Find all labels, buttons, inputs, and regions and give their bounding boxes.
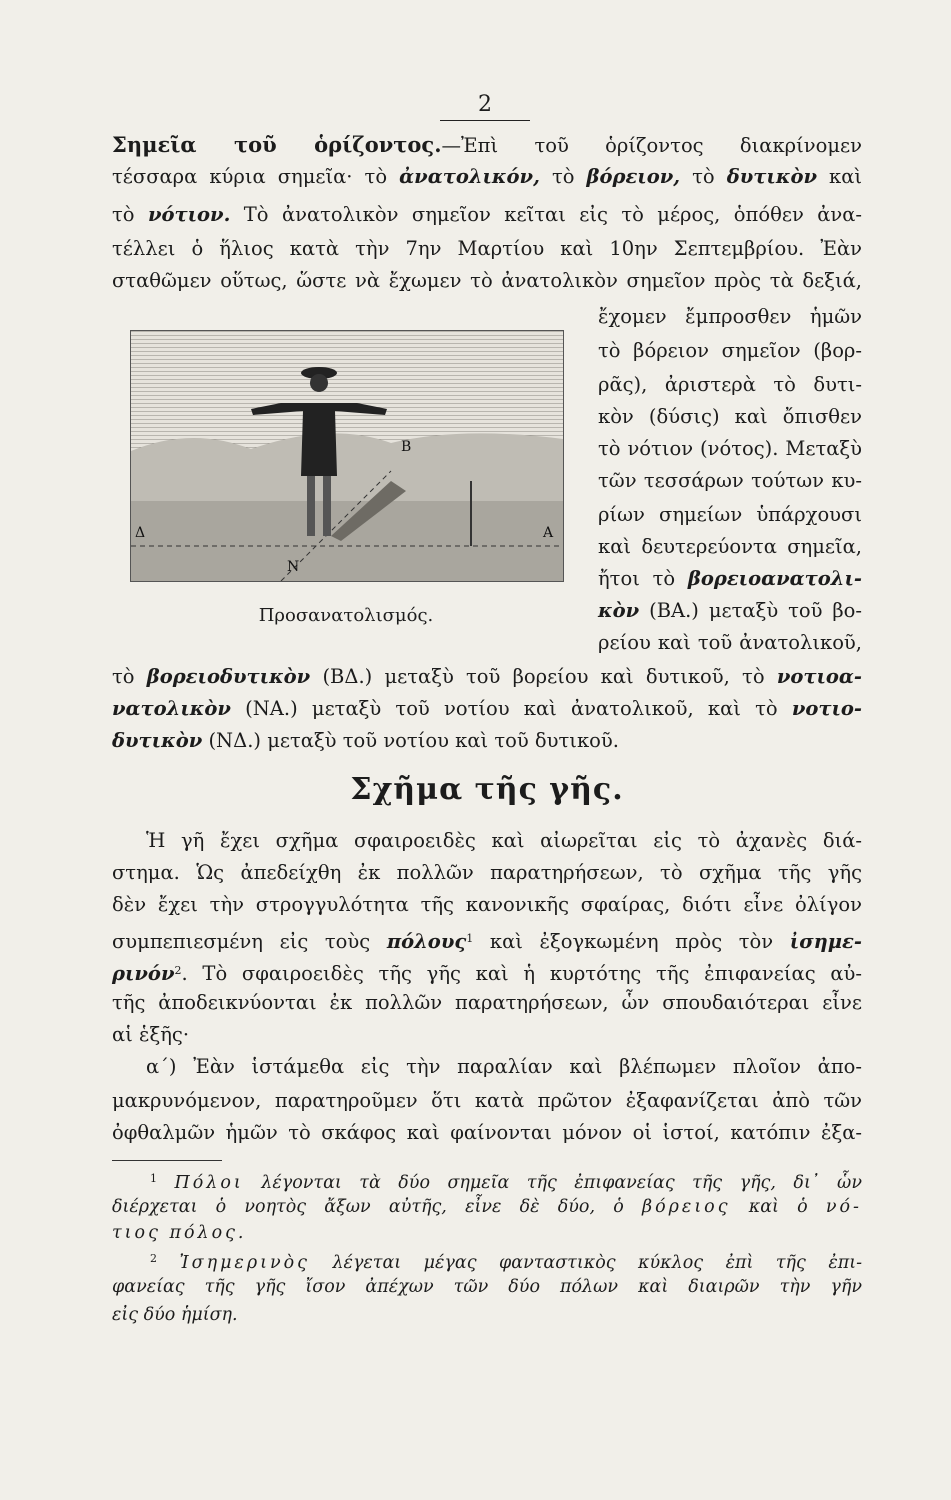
text-line: ἔχομεν ἔμπροσθεν ἡμῶν [598, 305, 862, 328]
text-line: Σημεῖα τοῦ ὁρίζοντος.—Ἐπὶ τοῦ ὁρίζοντος διακρίνομεν [112, 132, 862, 157]
text-line: τὸ νότιον (νότος). Μεταξὺ [598, 437, 862, 460]
orientation-figure-svg [131, 331, 563, 581]
footnote-line: φανείας τῆς γῆς ἴσον ἀπέχων τῶν δύο πόλων καὶ διαιρῶν τὴν γῆν [112, 1277, 862, 1297]
text-line: τέλλει ὁ ἥλιος κατὰ τὴν 7ην Μαρτίου καὶ 10ην Σεπτεμβρίου. Ἐὰν [112, 237, 862, 260]
figure-caption: Προσανατολισμός. [258, 605, 434, 626]
text-line: αἱ ἑξῆς· [112, 1023, 190, 1046]
page-number: 2 [440, 92, 530, 121]
text-line: ἤτοι τὸ βορειοανατολι- [598, 567, 862, 590]
text-line: τῆς ἀποδεικνύονται ἐκ πολλῶν παρατηρήσεων, ὧν σπουδαιότεραι εἶνε [112, 991, 862, 1014]
text-line: δυτικὸν (ΝΔ.) μεταξὺ τοῦ νοτίου καὶ τοῦ δυτικοῦ. [112, 729, 619, 752]
orientation-illustration [130, 330, 564, 582]
footnote-rule [112, 1160, 222, 1161]
text-line: ὀφθαλμῶν ἡμῶν τὸ σκάφος καὶ φαίνονται μόνον οἱ ἱστοί, κατόπιν ἐξα- [112, 1121, 862, 1144]
footnote-1: $^1$ Πόλοι λέγονται τὰ δύο σημεῖα τῆς ἐπιφανείας τῆς γῆς, δι᾽ ὧν [150, 1172, 862, 1193]
text-line: νατολικὸν (ΝΑ.) μεταξὺ τοῦ νοτίου καὶ ἀνατολικοῦ, καὶ τὸ νοτιο- [112, 697, 863, 720]
footnote-2: $^2$ Ἰσημερινὸς λέγεται μέγας φανταστικὸς κύκλος ἐπὶ τῆς ἐπι- [150, 1252, 862, 1273]
leg [307, 476, 315, 536]
footnote-line: τιος πόλος. [112, 1223, 247, 1243]
east-label: Α [543, 525, 554, 541]
south-label: Ν [287, 559, 300, 575]
west-label: Δ [135, 525, 146, 541]
text-line: τῶν τεσσάρων τούτων κυ- [598, 469, 862, 492]
text-line: κὸν (δύσις) καὶ ὄπισθεν [598, 405, 862, 428]
text-line: τὸ βόρειον σημεῖον (βορ- [598, 339, 862, 362]
section-heading: Σημεῖα τοῦ ὁρίζοντος. [112, 132, 442, 157]
leg [323, 476, 331, 536]
text-line: ρίων σημείων ὑπάρχουσι [598, 503, 862, 526]
text-line: α΄) Ἐὰν ἱστάμεθα εἰς τὴν παραλίαν καὶ βλέπωμεν πλοῖον ἀπο- [146, 1055, 862, 1078]
text-line: δὲν ἔχει τὴν στρογγυλότητα τῆς κανονικῆς σφαίρας, διότι εἶνε ὀλίγον [112, 893, 862, 916]
north-label: Β [401, 439, 412, 455]
text-line: κὸν (ΒΑ.) μεταξὺ τοῦ βο- [598, 599, 863, 622]
text-line: σταθῶμεν οὕτως, ὥστε νὰ ἔχωμεν τὸ ἀνατολικὸν σημεῖον πρὸς τὰ δεξιά, [112, 269, 862, 292]
ground [131, 501, 563, 581]
section-title: Σχῆμα τῆς γῆς. [350, 772, 624, 807]
head [310, 374, 328, 392]
text-line: ρείου καὶ τοῦ ἀνατολικοῦ, [598, 631, 862, 654]
text-line: τὸ βορειοδυτικὸν (ΒΔ.) μεταξὺ τοῦ βορείου καὶ δυτικοῦ, τὸ νοτιοα- [112, 665, 863, 688]
text-line: στημα. Ὡς ἀπεδείχθη ἐκ πολλῶν παρατηρήσεων, τὸ σχῆμα τῆς γῆς [112, 861, 862, 884]
footnote-line: εἰς δύο ἡμίση. [112, 1305, 238, 1325]
text-line: Ἡ γῆ ἔχει σχῆμα σφαιροειδὲς καὶ αἰωρεῖται εἰς τὸ ἀχανὲς διά- [146, 829, 862, 852]
footnote-line: διέρχεται ὁ νοητὸς ἄξων αὐτῆς, εἶνε δὲ δύο, ὁ βόρειος καὶ ὁ νό- [112, 1197, 862, 1217]
text-line: μακρυνόμενον, παρατηροῦμεν ὅτι κατὰ πρῶτον ἐξαφανίζεται ἀπὸ τῶν [112, 1089, 862, 1112]
text-line: τὸ νότιον. Τὸ ἀνατολικὸν σημεῖον κεῖται εἰς τὸ μέρος, ὁπόθεν ἀνα- [112, 203, 862, 226]
text-line: ρινόν$^2$. Τὸ σφαιροειδὲς τῆς γῆς καὶ ἡ κυρτότης τῆς ἐπιφανείας αὐ- [112, 962, 862, 985]
text-line: ρᾶς), ἀριστερὰ τὸ δυτι- [598, 373, 862, 396]
text-line: συμπεπιεσμένη εἰς τοὺς πόλους$^1$ καὶ ἐξογκωμένη πρὸς τὸν ἰσημε- [112, 930, 863, 953]
sky [131, 331, 563, 451]
text-line: καὶ δευτερεύοντα σημεῖα, [598, 535, 862, 558]
text-line: τέσσαρα κύρια σημεῖα· τὸ ἀνατολικόν, τὸ βόρειον, τὸ δυτικὸν καὶ [112, 165, 863, 188]
